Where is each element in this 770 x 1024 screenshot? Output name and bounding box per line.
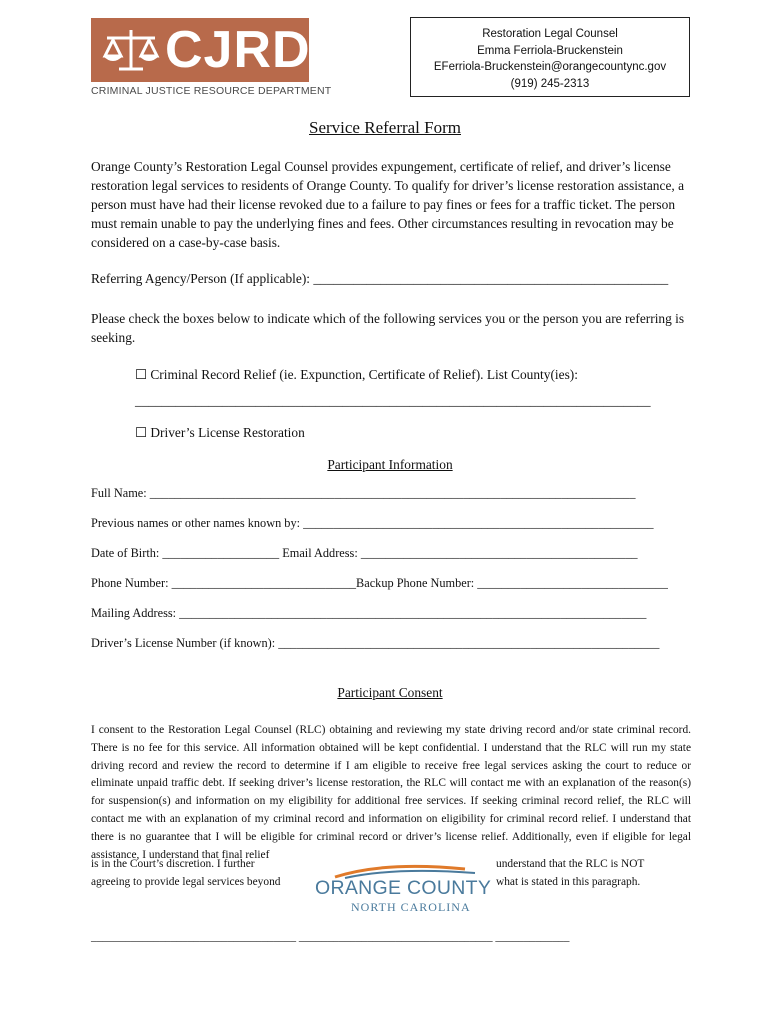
phone-numbers-field[interactable]: Phone Number: ______________________________Backup Phone Number: _______________________________ (91, 576, 668, 590)
consent-line-b-left: agreeing to provide legal services beyond (91, 876, 281, 888)
logo-department-name: CRIMINAL JUSTICE RESOURCE DEPARTMENT (91, 85, 332, 97)
orange-county-logo (315, 863, 490, 915)
cjrd-logo-box (91, 18, 309, 82)
form-title: Service Referral Form (309, 118, 461, 137)
check-instructions: Please check the boxes below to indicate which of the following services you or the person you are referring is seeking. (91, 311, 685, 346)
referring-agency-field[interactable]: Referring Agency/Person (If applicable): _____________________________________________________ (91, 271, 669, 286)
option-criminal-record-relief[interactable]: ☐ Criminal Record Relief (ie. Expunction, Certificate of Relief). List County(ies): (135, 367, 578, 382)
participant-info-heading: Participant Information (327, 457, 453, 472)
logo-acronym: CJRD (165, 21, 311, 79)
option-drivers-license-restoration[interactable]: ☐ Driver’s License Restoration (135, 425, 305, 440)
full-name-field[interactable]: Full Name: _______________________________________________________________________________ (91, 486, 636, 500)
contact-name: Emma Ferriola-Bruckenstein (477, 44, 623, 57)
previous-names-field[interactable]: Previous names or other names known by: _________________________________________________________ (91, 516, 654, 530)
consent-line-a-right: understand that the RLC is NOT (496, 858, 645, 870)
consent-paragraph: I consent to the Restoration Legal Counsel (RLC) obtaining and reviewing my state driving record and/or state criminal record. There is no fee for this service. All information obtained will be kept confidential. I understand that the RLC will run my state driving record and review the record to determine if I am eligible to receive free legal services asking the court to reduce or eliminate unpaid traffic debt. If seeking driver’s license restoration, the RLC will contact me with an explanation of the reason(s) for suspension(s) and information on my eligibility for additional free services. If seeking criminal record relief, the RLC will contact me with an explanation of my criminal record and information on eligibility for criminal record relief. I understand that there is no guarantee that I will be eligible for criminal record or driver’s license relief. Additionally, even if eligible for legal assistance, I understand that final relief (91, 724, 691, 861)
mailing-address-field[interactable]: Mailing Address: ____________________________________________________________________________ (91, 606, 647, 620)
scales-of-justice-icon (101, 26, 161, 74)
drivers-license-number-field[interactable]: Driver’s License Number (if known): ______________________________________________________________ (91, 636, 660, 650)
consent-line-a-left: is in the Court’s discretion. I further (91, 858, 255, 870)
consent-line-b-right: what is stated in this paragraph. (496, 876, 641, 888)
signature-lines[interactable]: ____________________________________ __________________________________ _____________ (91, 931, 570, 943)
intro-paragraph: Orange County’s Restoration Legal Counsel provides expungement, certificate of relief, and driver’s license restoration legal services to residents of Orange County. To qualify for driver’s license restoration assistance, a person must have had their license revoked due to a failure to pay fines or fees for a traffic ticket. The person must remain unable to pay the underlying fines and fees. Other circumstances resulting in revocation may be considered on a case-by-case basis. (91, 159, 685, 251)
contact-box (410, 17, 690, 97)
contact-phone: (919) 245-2313 (510, 77, 590, 90)
contact-role: Restoration Legal Counsel (482, 28, 618, 40)
cjrd-logo (91, 18, 332, 97)
dob-email-field[interactable]: Date of Birth: ___________________ Email Address: _____________________________________________ (91, 546, 638, 560)
north-carolina-text: NORTH CAROLINA (351, 900, 471, 914)
orange-county-name: ORANGE COUNTY (315, 877, 492, 899)
county-list-field[interactable]: _____________________________________________________________________________ (135, 393, 651, 408)
contact-email[interactable]: EFerriola-Bruckenstein@orangecountync.gov (433, 61, 667, 73)
participant-consent-heading: Participant Consent (337, 685, 443, 700)
